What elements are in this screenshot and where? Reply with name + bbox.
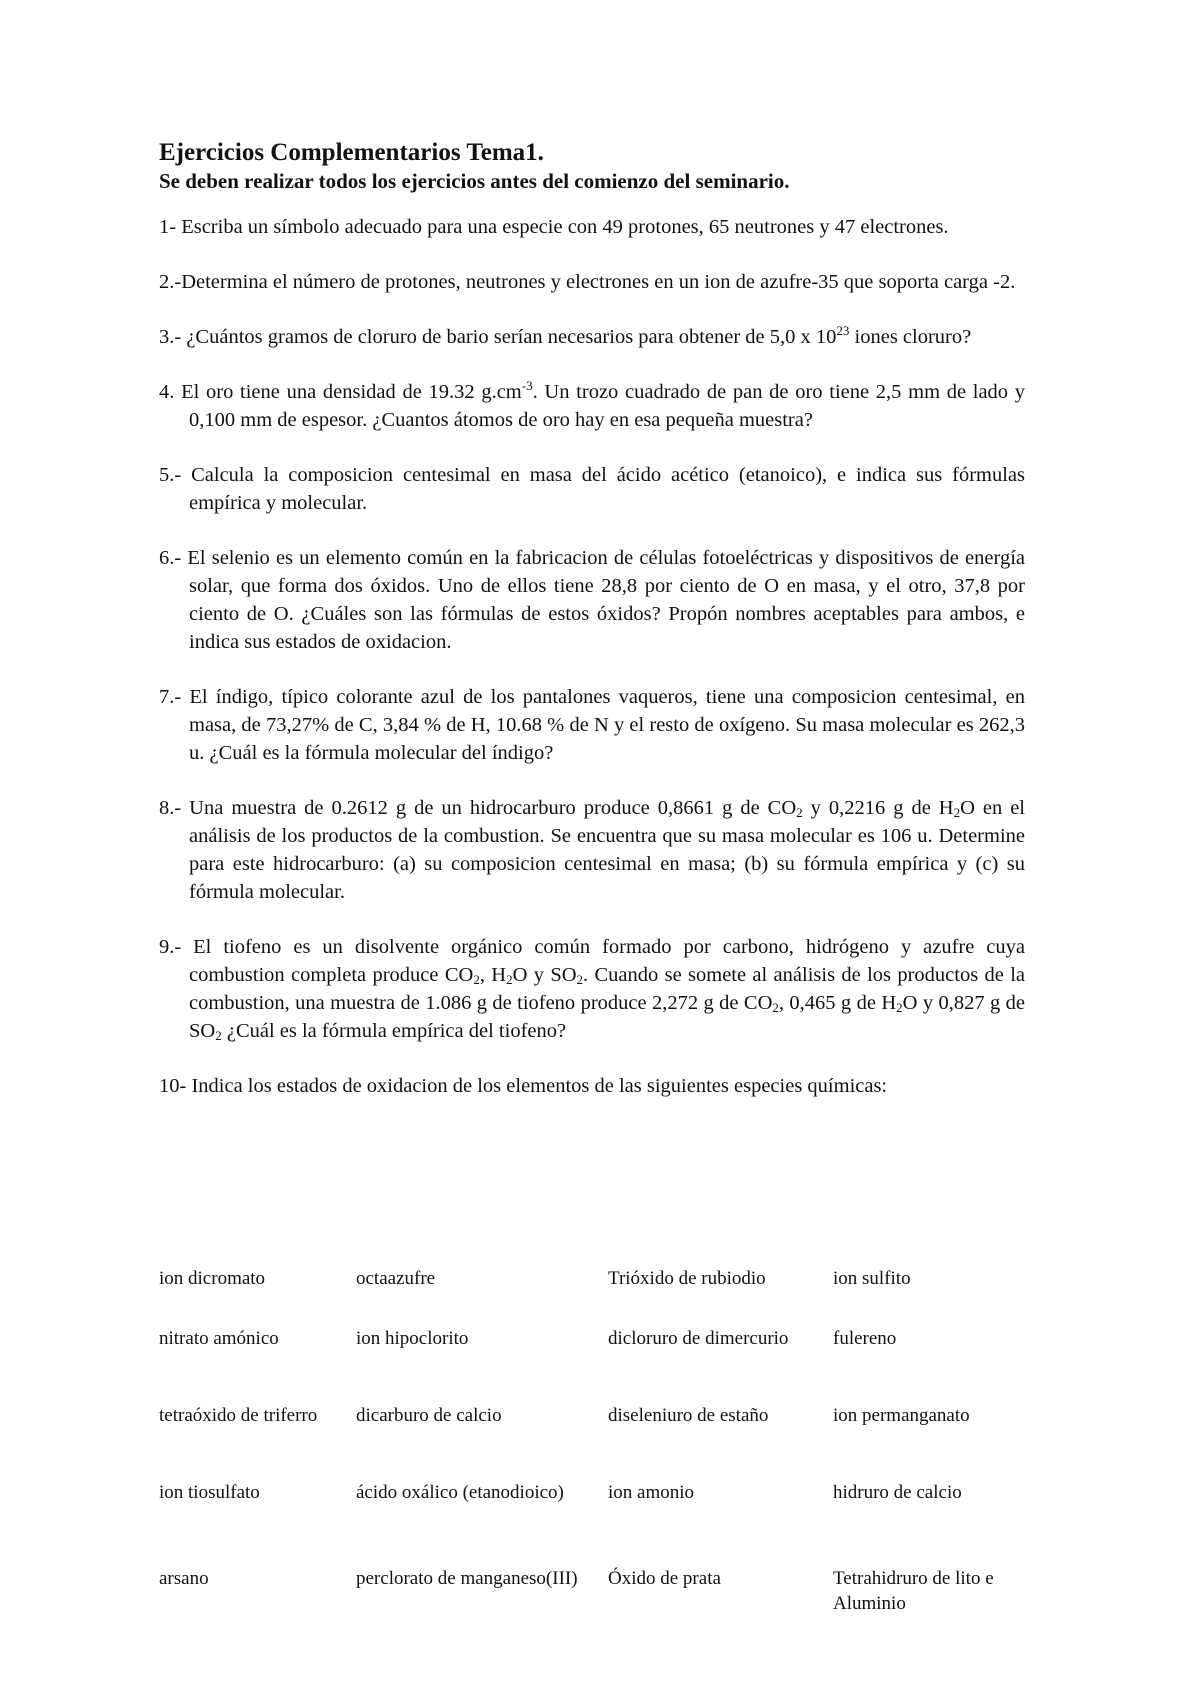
exercise-9-text-3: O y SO <box>512 964 577 986</box>
table-cell: perclorato de manganeso(III) <box>356 1568 578 1589</box>
exercise-10 <box>159 1072 1025 1100</box>
table-cell: fulereno <box>833 1328 897 1349</box>
table-cell: ácido oxálico (etanodioico) <box>356 1482 564 1503</box>
table-cell: tetraóxido de triferro <box>159 1405 318 1426</box>
exercise-9-text-7: ¿Cuál es la fórmula empírica del tiofeno? <box>221 1020 567 1042</box>
subscript: 2 <box>473 972 480 987</box>
exercise-4 <box>159 378 1025 434</box>
exercise-5 <box>159 461 1025 517</box>
exercise-6-text: 6.- El selenio es un elemento común en la fabricacion de células fotoeléctricas y dispositivos de energía solar, que forma dos óxidos. Uno de ellos tiene 28,8 por ciento de O en masa, y el otro, 37,8 por ciento de O. ¿Cuáles son las fórmulas de estos óxidos? Propón nombres aceptables para ambos, e indica sus estados de oxidacion. <box>159 547 1025 653</box>
exercise-2 <box>159 268 1025 296</box>
exercise-9-text-5: , 0,465 g de H <box>778 992 897 1014</box>
chemical-species-table <box>159 1266 1039 1626</box>
exercise-9-text-2: , H <box>479 964 507 986</box>
exercise-5-text: 5.- Calcula la composicion centesimal en masa del ácido acético (etanoico), e indica sus fórmulas empírica y molecular. <box>159 464 1025 514</box>
table-cell: dicarburo de calcio <box>356 1405 502 1426</box>
table-row <box>159 1566 1039 1626</box>
exercise-8 <box>159 794 1025 906</box>
table-row <box>159 1326 1039 1403</box>
table-cell: Tetrahidruro de lito e Aluminio <box>833 1568 994 1614</box>
subscript: 2 <box>896 1000 903 1015</box>
table-cell: arsano <box>159 1568 209 1589</box>
table-cell: hidruro de calcio <box>833 1482 962 1503</box>
exercise-8-text-2: y 0,2216 g de H <box>802 797 954 819</box>
exercise-8-text-1: 8.- Una muestra de 0.2612 g de un hidrocarburo produce 0,8661 g de CO <box>159 797 797 819</box>
document-subtitle: Se deben realizar todos los ejercicios antes del comienzo del seminario. <box>159 169 790 193</box>
table-cell: ion hipoclorito <box>356 1328 469 1349</box>
document-title: Ejercicios Complementarios Tema1. <box>159 139 544 166</box>
table-cell: dicloruro de dimercurio <box>608 1328 789 1349</box>
exponent: 23 <box>836 323 850 338</box>
exercise-1 <box>159 213 1025 241</box>
subscript: 2 <box>772 1000 779 1015</box>
table-cell: diseleniuro de estaño <box>608 1405 769 1426</box>
table-cell: ion amonio <box>608 1482 695 1503</box>
exercise-4-text-end: . Un trozo cuadrado de pan de oro tiene 2,5 mm de lado y 0,100 mm de espesor. ¿Cuantos átomos de oro hay en esa pequeña muestra? <box>189 381 1026 431</box>
exercise-1-text: 1- Escriba un símbolo adecuado para una especie con 49 protones, 65 neutrones y 47 electrones. <box>159 216 949 238</box>
subscript: 2 <box>215 1028 222 1043</box>
subscript: 2 <box>506 972 513 987</box>
table-cell: ion dicromato <box>159 1268 266 1289</box>
exercise-3 <box>159 323 1025 351</box>
table-cell: ion permanganato <box>833 1405 970 1426</box>
table-row <box>159 1480 1039 1566</box>
table-cell: ion tiosulfato <box>159 1482 260 1503</box>
exercise-8-text-3: O en el análisis de los productos de la combustion. Se encuentra que su masa molecular es 106 u. Determine para este hidrocarburo: (a) su composicion centesimal en masa; (b) su fórmula empírica y (c) su fórmula molecular. <box>189 797 1026 903</box>
exercise-list <box>159 213 1025 1100</box>
table-cell: nitrato amónico <box>159 1328 279 1349</box>
exercise-9-text-6: O y 0,827 g de SO <box>189 992 1026 1042</box>
subscript: 2 <box>953 805 961 820</box>
exponent: -3 <box>521 378 533 393</box>
table-cell: Trióxido de rubiodio <box>608 1268 766 1289</box>
table-row <box>159 1266 1039 1326</box>
exercise-9-text-4: . Cuando se somete al análisis de los productos de la combustion, una muestra de 1.086 g de tiofeno produce 2,272 g de CO <box>189 964 1025 1014</box>
table-row <box>159 1403 1039 1480</box>
exercise-4-text: 4. El oro tiene una densidad de 19.32 g.cm <box>159 381 522 403</box>
exercise-7 <box>159 683 1025 767</box>
exercise-9 <box>159 933 1025 1045</box>
exercise-3-text: 3.- ¿Cuántos gramos de cloruro de bario serían necesarios para obtener de 5,0 x 10 <box>159 326 837 348</box>
exercise-2-text: 2.-Determina el número de protones, neutrones y electrones en un ion de azufre-35 que soporta carga -2. <box>159 271 1016 293</box>
table-cell: Óxido de prata <box>608 1568 721 1589</box>
table-cell: octaazufre <box>356 1268 436 1289</box>
exercise-6 <box>159 544 1025 656</box>
exercise-9-text-1: 9.- El tiofeno es un disolvente orgánico común formado por carbono, hidrógeno y azufre cuya combustion completa produce CO <box>159 936 1025 986</box>
table-cell: ion sulfito <box>833 1268 911 1289</box>
subscript: 2 <box>576 972 584 987</box>
document-content <box>159 138 1025 1116</box>
subscript: 2 <box>796 805 803 820</box>
exercise-3-text-end: iones cloruro? <box>849 326 972 348</box>
exercise-7-text: 7.- El índigo, típico colorante azul de los pantalones vaqueros, tiene una composicion centesimal, en masa, de 73,27% de C, 3,84 % de H, 10.68 % de N y el resto de oxígeno. Su masa molecular es 262,3 u. ¿Cuál es la fórmula molecular del índigo? <box>159 686 1025 764</box>
exercise-10-text: 10- Indica los estados de oxidacion de los elementos de las siguientes especies químicas: <box>159 1075 888 1097</box>
